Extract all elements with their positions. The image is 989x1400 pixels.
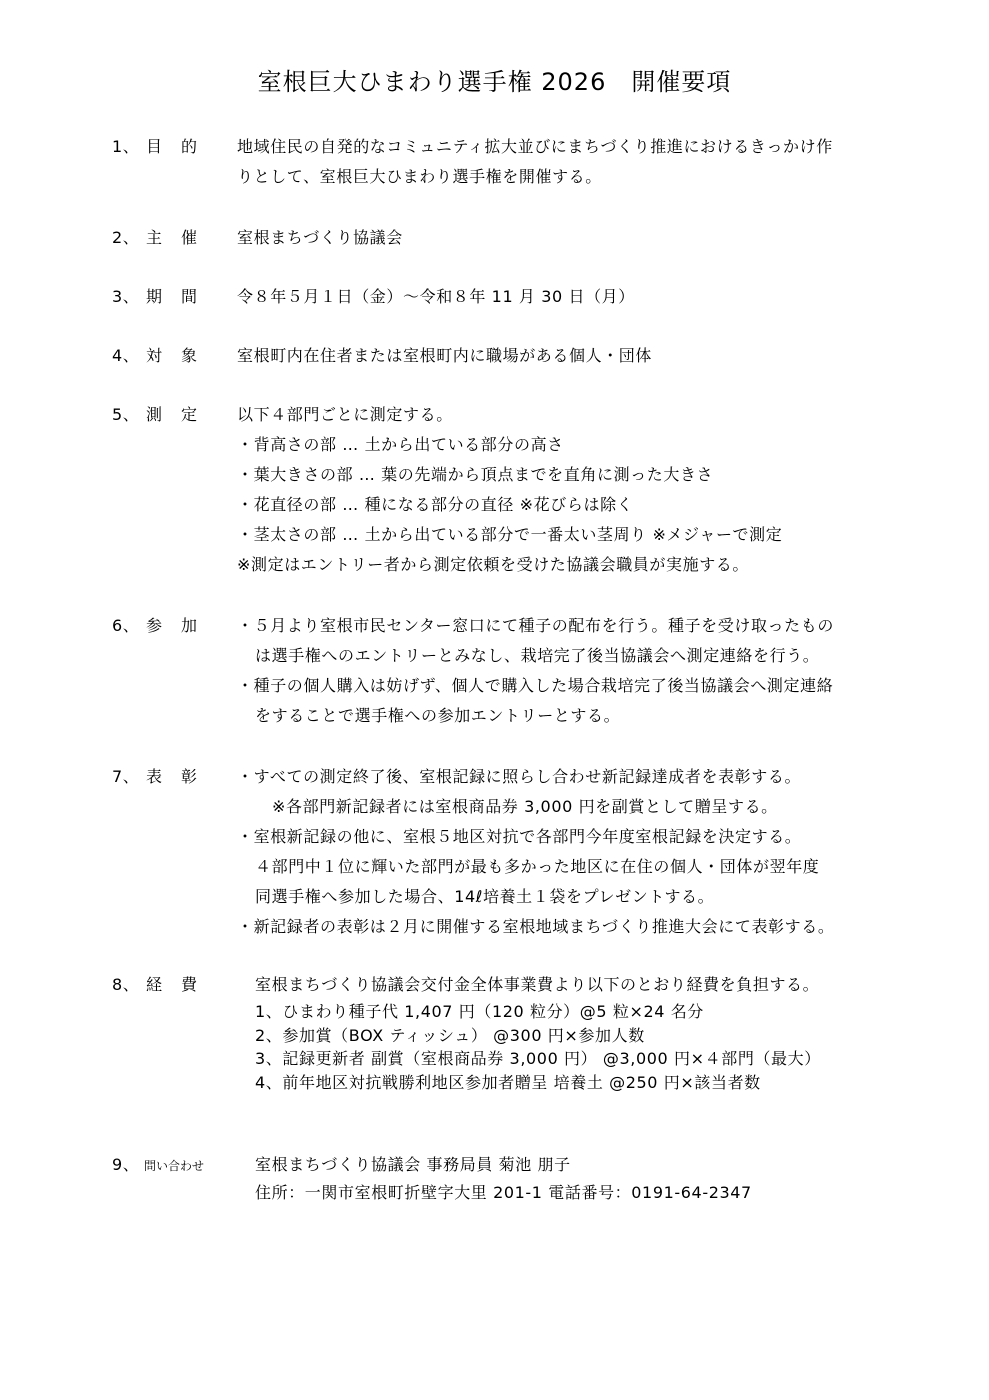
section-3-heading-b: 間: [181, 287, 198, 306]
section-8-line-3: 2、参加賞（BOX ティッシュ） @300 円×参加人数: [255, 1026, 645, 1045]
section-7-line-2: ※各部門新記録者には室根商品券 3,000 円を副賞として贈呈する。: [272, 797, 778, 816]
section-6-heading-b: 加: [181, 616, 198, 635]
section-5-line-3: ・葉大きさの部 … 葉の先端から頂点までを直角に測った大きさ: [237, 465, 714, 484]
section-7-line-3: ・室根新記録の他に、室根５地区対抗で各部門今年度室根記録を決定する。: [237, 827, 802, 846]
section-8-line-2: 1、ひまわり種子代 1,407 円（120 粒分）@5 粒×24 名分: [255, 1002, 704, 1021]
section-6-line-3: ・種子の個人購入は妨げず、個人で購入した場合栽培完了後当協議会へ測定連絡: [237, 676, 834, 695]
section-1-heading-a: 目: [146, 137, 163, 156]
section-5-line-2: ・背高さの部 … 土から出ている部分の高さ: [237, 435, 564, 454]
section-1-line-2: りとして、室根巨大ひまわり選手権を開催する。: [237, 167, 602, 186]
section-7-heading-a: 表: [146, 767, 163, 786]
section-4-number: 4、: [112, 346, 140, 365]
section-5-heading-b: 定: [181, 405, 198, 424]
section-5-line-5: ・茎太さの部 … 土から出ている部分で一番太い茎周り ※メジャーで測定: [237, 525, 783, 544]
section-2-heading-b: 催: [181, 228, 198, 247]
section-7-line-6: ・新記録者の表彰は２月に開催する室根地域まちづくり推進大会にて表彰する。: [237, 917, 835, 936]
section-1-line-1: 地域住民の自発的なコミュニティ拡大並びにまちづくり推進におけるきっかけ作: [237, 137, 833, 156]
section-6-heading-a: 参: [146, 616, 163, 635]
section-6-number: 6、: [112, 616, 140, 635]
section-8-line-1: 室根まちづくり協議会交付金全体事業費より以下のとおり経費を負担する。: [255, 975, 820, 994]
section-7-line-4: ４部門中１位に輝いた部門が最も多かった地区に在住の個人・団体が翌年度: [255, 857, 820, 876]
section-8-heading-b: 費: [181, 975, 198, 994]
section-9-line-2: 住所：一関市室根町折壁字大里 201-1 電話番号：0191-64-2347: [255, 1183, 752, 1202]
section-3-number: 3、: [112, 287, 140, 306]
section-7-number: 7、: [112, 767, 140, 786]
section-5-heading-a: 測: [146, 405, 163, 424]
section-7-heading-b: 彰: [181, 767, 198, 786]
section-6-line-2: は選手権へのエントリーとみなし、栽培完了後当協議会へ測定連絡を行う。: [255, 646, 820, 665]
section-5-number: 5、: [112, 405, 140, 424]
section-8-heading-a: 経: [146, 975, 163, 994]
section-3-line-1: 令８年５月１日（金）～令和８年 11 月 30 日（月）: [237, 287, 635, 306]
section-1-heading-b: 的: [181, 137, 198, 156]
section-1-number: 1、: [112, 137, 140, 156]
section-9-number: 9、: [112, 1155, 140, 1174]
section-4-heading-a: 対: [146, 346, 163, 365]
section-8-line-4: 3、記録更新者 副賞（室根商品券 3,000 円） @3,000 円×４部門（最大）: [255, 1049, 821, 1068]
section-5-line-1: 以下４部門ごとに測定する。: [237, 405, 453, 424]
section-5-line-4: ・花直径の部 … 種になる部分の直径 ※花びらは除く: [237, 495, 634, 514]
section-7-line-1: ・すべての測定終了後、室根記録に照らし合わせ新記録達成者を表彰する。: [237, 767, 802, 786]
section-6-line-1: ・５月より室根市民センター窓口にて種子の配布を行う。種子を受け取ったもの: [237, 616, 834, 635]
section-7-line-5: 同選手権へ参加した場合、14ℓ培養土１袋をプレゼントする。: [255, 887, 715, 906]
section-2-number: 2、: [112, 228, 140, 247]
section-9-line-1: 室根まちづくり協議会 事務局員 菊池 朋子: [255, 1155, 571, 1174]
section-2-heading-a: 主: [146, 228, 163, 247]
section-6-line-4: をすることで選手権への参加エントリーとする。: [255, 706, 621, 725]
section-4-heading-b: 象: [181, 346, 198, 365]
section-8-line-5: 4、前年地区対抗戦勝利地区参加者贈呈 培養土 @250 円×該当者数: [255, 1073, 761, 1092]
section-2-line-1: 室根まちづくり協議会: [237, 228, 403, 247]
section-5-line-6: ※測定はエントリー者から測定依頼を受けた協議会職員が実施する。: [237, 555, 750, 574]
section-4-line-1: 室根町内在住者または室根町内に職場がある個人・団体: [237, 346, 653, 365]
section-8-number: 8、: [112, 975, 140, 994]
section-9-heading: 問い合わせ: [144, 1159, 205, 1173]
section-3-heading-a: 期: [146, 287, 163, 306]
document-title: 室根巨大ひまわり選手権 2026 開催要項: [257, 68, 732, 96]
